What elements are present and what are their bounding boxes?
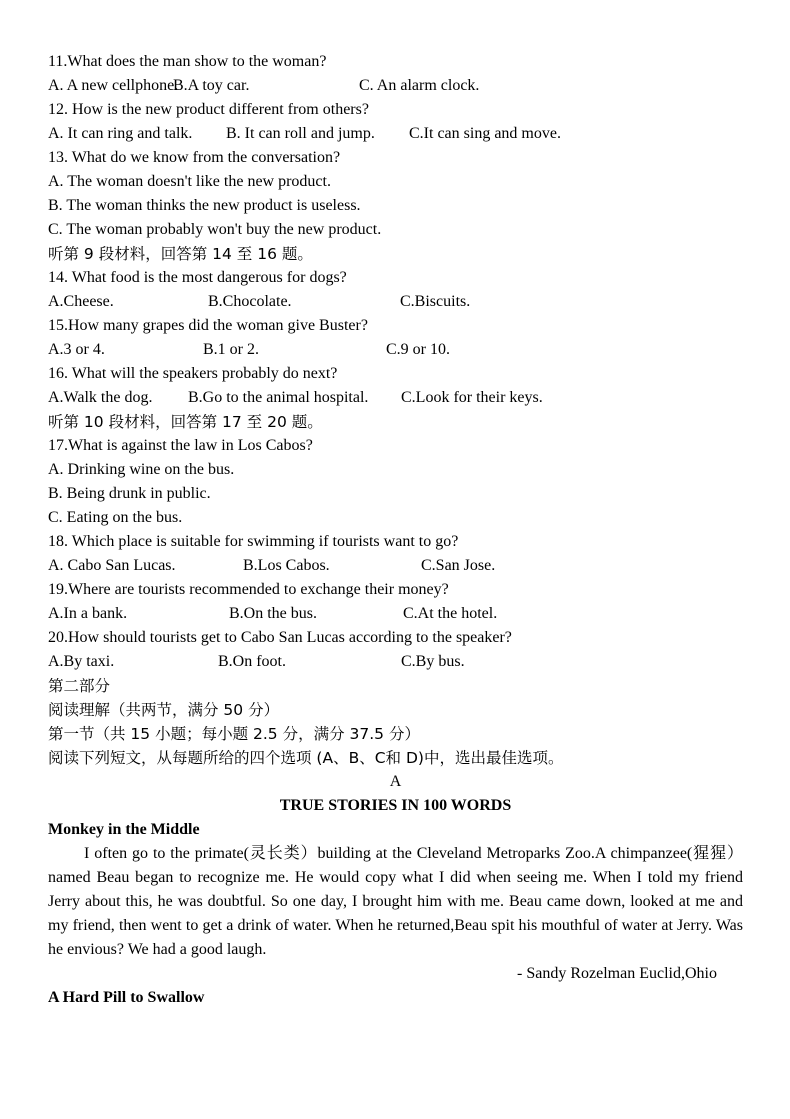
option-b: B.On foot. xyxy=(218,653,286,670)
option-b: B. It can roll and jump. xyxy=(226,125,375,142)
reading-heading: 阅读理解（共两节，满分 50 分） xyxy=(48,701,280,719)
option-b: B.1 or 2. xyxy=(203,341,259,358)
story-1-signature: - Sandy Rozelman Euclid,Ohio xyxy=(517,965,717,982)
section-10-heading: 听第 10 段材料，回答第 17 至 20 题。 xyxy=(48,413,323,431)
options-19 xyxy=(48,602,743,626)
passage-letter: A xyxy=(389,773,402,790)
story-1-title: Monkey in the Middle xyxy=(48,821,200,838)
options-20 xyxy=(48,650,743,674)
question-12: 12. How is the new product different from others? xyxy=(48,101,369,118)
options-16 xyxy=(48,386,743,410)
options-14 xyxy=(48,290,743,314)
option-a: A. It can ring and talk. xyxy=(48,125,193,142)
option-a: A.Cheese. xyxy=(48,293,114,310)
option-a: A. Cabo San Lucas. xyxy=(48,557,176,574)
options-11 xyxy=(48,74,743,98)
option-c: C. An alarm clock. xyxy=(359,77,480,94)
option-b: B.Go to the animal hospital. xyxy=(188,389,369,406)
part-2-heading: 第二部分 xyxy=(48,677,111,695)
option-17-c: C. Eating on the bus. xyxy=(48,509,183,526)
option-a: A. A new cellphone. xyxy=(48,77,179,94)
instruction-text: 阅读下列短文，从每题所给的四个选项 (A、B、C和 D)中，选出最佳选项。 xyxy=(48,749,564,767)
question-13: 13. What do we know from the conversation? xyxy=(48,149,341,166)
option-c: C.Biscuits. xyxy=(400,293,471,310)
section-1-heading: 第一节（共 15 小题；每小题 2.5 分，满分 37.5 分） xyxy=(48,725,420,743)
options-12 xyxy=(48,122,743,146)
option-b: B.Los Cabos. xyxy=(243,557,330,574)
passage-title: TRUE STORIES IN 100 WORDS xyxy=(279,797,512,814)
question-11: 11.What does the man show to the woman? xyxy=(48,53,327,70)
question-18: 18. Which place is suitable for swimming if tourists want to go? xyxy=(48,533,459,550)
question-16: 16. What will the speakers probably do next? xyxy=(48,365,338,382)
story-2-title: A Hard Pill to Swallow xyxy=(48,989,205,1006)
option-17-a: A. Drinking wine on the bus. xyxy=(48,461,235,478)
option-b: B.Chocolate. xyxy=(208,293,292,310)
option-13-c: C. The woman probably won't buy the new product. xyxy=(48,221,382,238)
options-18 xyxy=(48,554,743,578)
option-b: B.On the bus. xyxy=(229,605,317,622)
option-c: C.9 or 10. xyxy=(386,341,450,358)
section-9-heading: 听第 9 段材料，回答第 14 至 16 题。 xyxy=(48,245,313,263)
question-19: 19.Where are tourists recommended to exchange their money? xyxy=(48,581,449,598)
option-b: B.A toy car. xyxy=(173,77,250,94)
option-a: A.In a bank. xyxy=(48,605,128,622)
question-17: 17.What is against the law in Los Cabos? xyxy=(48,437,313,454)
option-c: C.At the hotel. xyxy=(403,605,498,622)
question-15: 15.How many grapes did the woman give Buster? xyxy=(48,317,368,334)
option-a: A.Walk the dog. xyxy=(48,389,153,406)
option-c: C.By bus. xyxy=(401,653,465,670)
option-13-a: A. The woman doesn't like the new product. xyxy=(48,173,331,190)
question-14: 14. What food is the most dangerous for dogs? xyxy=(48,269,347,286)
option-a: A.3 or 4. xyxy=(48,341,105,358)
options-15 xyxy=(48,338,743,362)
exam-page xyxy=(48,50,743,1010)
option-c: C.Look for their keys. xyxy=(401,389,543,406)
option-17-b: B. Being drunk in public. xyxy=(48,485,211,502)
option-c: C.It can sing and move. xyxy=(409,125,561,142)
option-a: A.By taxi. xyxy=(48,653,115,670)
question-20: 20.How should tourists get to Cabo San Lucas according to the speaker? xyxy=(48,629,512,646)
option-13-b: B. The woman thinks the new product is useless. xyxy=(48,197,361,214)
story-1-text: I often go to the primate(灵长类）building at the Cleveland Metroparks Zoo.A chimpanzee(猩猩）named Beau began to recognize me. He would copy what I did when seeing me. When I told my friend Jerry about this, he was doubtful. So one day, I brought him with me. Beau came down, looked at me and my friend, then went to get a drink of water. When he returned,Beau spit his mouthful of water at Jerry. Was he envious? We had a good laugh. xyxy=(48,845,743,958)
option-c: C.San Jose. xyxy=(421,557,496,574)
